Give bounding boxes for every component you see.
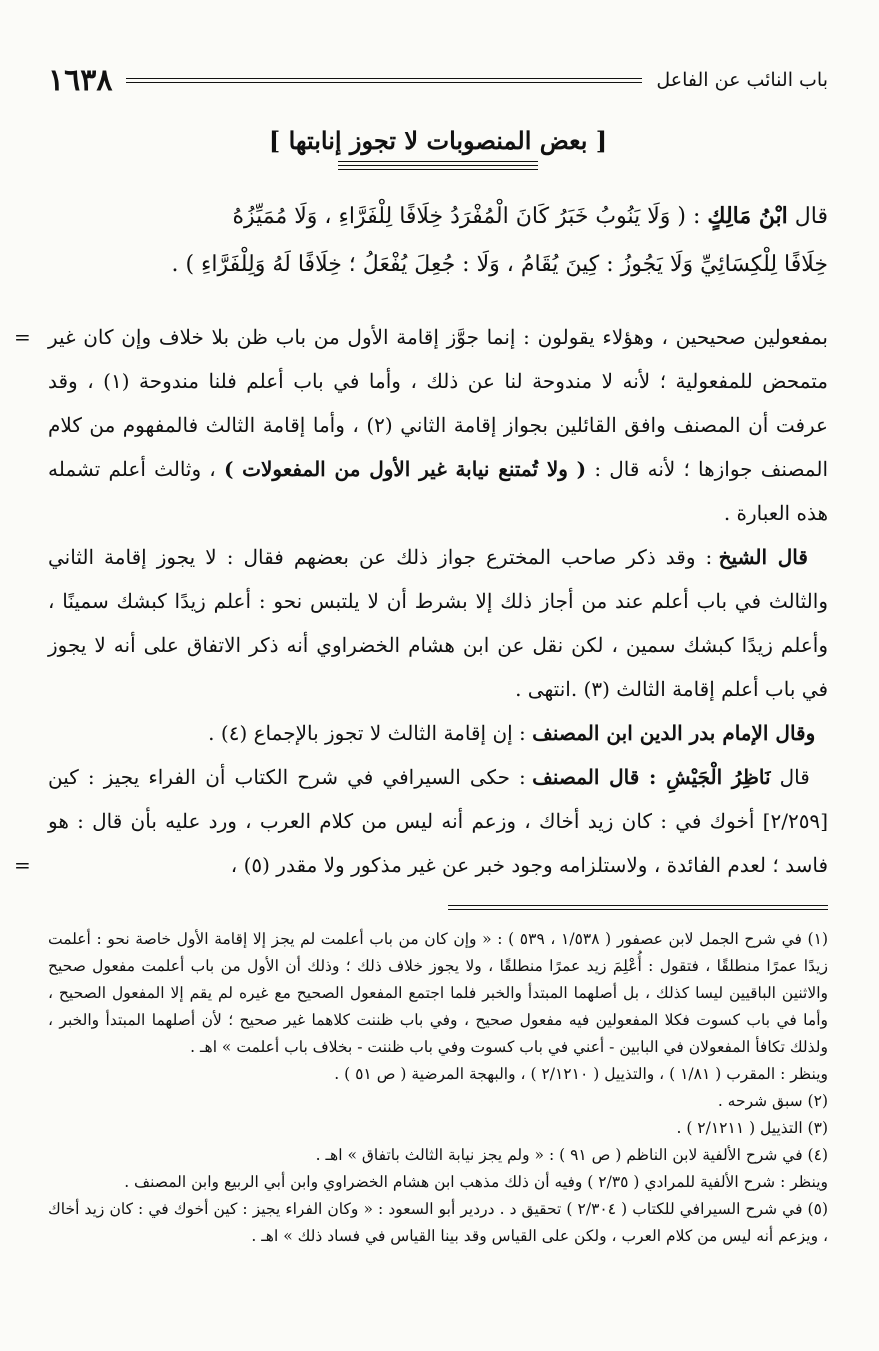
book-page	[14, 56, 829, 1250]
p3-text: : إن إقامة الثالث لا تجوز بالإجماع (٤) .	[208, 721, 533, 745]
paragraph-1	[48, 315, 828, 535]
chapter-title: باب النائب عن الفاعل	[656, 69, 828, 91]
p3-lead: وقال الإمام بدر الدين ابن المصنف	[532, 721, 816, 745]
footnote-2: (٢) سبق شرحه .	[717, 1092, 828, 1110]
footnote-1-see: وينظر : المقرب ( ١/٨١ ) ، والتذييل ( ٢/١٢١٠ ) ، والبهجة المرضية ( ص ٥١ ) .	[334, 1065, 828, 1083]
paragraph-4	[48, 755, 828, 887]
paragraph-2	[48, 535, 828, 711]
matn-line1-text: : ( وَلَا يَنُوبُ خَبَرُ كَانَ الْمُفْرَدُ خِلَافًا لِلْفَرَّاءِ ، وَلَا مُمَيِّزُهُ	[232, 204, 701, 229]
p1-quote: ( ولا تُمتنع نيابة غير الأول من المفعولات )	[223, 457, 587, 481]
matn-author: ابْنُ مَالِكٍ	[707, 203, 788, 229]
footnote-1: (١) في شرح الجمل لابن عصفور ( ١/٥٣٨ ، ٥٣٩ ) : « وإن كان من باب أعلمت لم يجز إلا إقامة الأول خاصة نحو : أعلمت زيدًا عمرًا منطلقًا ، فتقول : أُعْلِمَ زيد عمرًا منطلقًا ، ولا يجوز خلاف ذلك ؛ وذلك أن الأول من باب أعلمت مفعول صحيح والاثنين الباقيين ليسا كذلك ، بل أصلهما المبتدأ والخبر فلما اجتمع المفعول الصحيح مع غيره لم يقم إلا المفعول الصحيح ، وأما في باب كسوت فكلا المفعولين فيه مفعول صحيح ، وفي باب ظننت كلاهما غير صحيح ؛ لأن أصلهما المبتدأ والخبر ، ولذلك تكافأ المفعولان في البابين - أعني في باب كسوت وفي باب ظننت - بخلاف باب أعلمت » اهـ .	[48, 930, 828, 1056]
footnote-4: (٤) في شرح الألفية لابن الناظم ( ص ٩١ ) : « ولم يجز نيابة الثالث باتفاق » اهـ .	[315, 1146, 828, 1164]
p2-text: : وقد ذكر صاحب المخترع جواز ذلك عن بعضهم فقال : لا يجوز إقامة الثاني والثالث في باب أعلم عند من أجاز ذلك إلا بشرط أن لا يلتبس نحو : أعلم زيدًا كبشك سمينًا ، وأعلم زيدًا كبشك سمين ، لكن نقل عن ابن هشام الخضراوي أنه ذكر الاتفاق على أنه لا يجوز في باب أعلم إقامة الثالث (٣) .انتهى .	[48, 545, 828, 701]
matn-line-1	[48, 192, 828, 241]
p1-text-a: بمفعولين صحيحين ، وهؤلاء يقولون : إنما جوَّز إقامة الأول من باب ظن بلا خلاف وإن كان غير متمحض للمفعولية ؛ لأنه لا مندوحة لنا عن ذلك ، وأما في باب أعلم فلنا مندوحة (١) ، وقد عرفت أن المصنف وافق القائلين بجواز إقامة الثاني (٢) ، وأما إقامة الثالث فالمفهوم من كلام المصنف جوازها ؛ لأنه قال :	[48, 325, 829, 481]
p4-author: نَاظِرُ الْجَيْشِ	[666, 765, 771, 789]
footnotes	[48, 926, 828, 1250]
running-header	[48, 56, 828, 104]
footnote-3: (٣) التذييل ( ٢/١٢١١ ) .	[676, 1119, 828, 1137]
matn-text	[48, 192, 828, 289]
footnote-4-see: وينظر : شرح الألفية للمرادي ( ٢/٣٥ ) وفيه أن ذلك مذهب ابن هشام الخضراوي وابن أبي الربيع وابن المصنف .	[124, 1173, 828, 1191]
footnote-separator	[448, 905, 828, 910]
p4-intro: قال	[770, 765, 810, 789]
footnote-5: (٥) في شرح السيرافي للكتاب ( ٢/٣٠٤ ) تحقيق د . دردير أبو السعود : « وكان الفراء يجيز : كين أخوك في : كان زيد أخاك ، ويزعم أنه ليس من كلام العرب ، ولكن على القياس وقد بينا القياس في فساد ذلك » اهـ .	[48, 1200, 828, 1245]
title-underline	[338, 161, 538, 170]
p4-lead: : قال المصنف	[532, 765, 667, 789]
p4-text: : حكى السيرافي في شرح الكتاب أن الفراء يجيز : كين [٢/٢٥٩] أخوك في : كان زيد أخاك ، وزعم أنه ليس من كلام العرب ، ورد عليه بأن قال : هو فاسد ؛ لعدم الفائدة ، ولاستلزامه وجود خبر عن غير مذكور ولا مقدر (٥) ،	[48, 765, 828, 877]
section-title: [ بعض المنصوبات لا تجوز إنابتها ]	[268, 126, 608, 155]
header-rule	[126, 78, 642, 83]
continuation-mark-end: =	[14, 853, 31, 877]
matn-line-2: خِلَافًا لِلْكِسَائِيِّ وَلَا يَجُوزُ : كِينَ يُقَامُ ، وَلَا : جُعِلَ يُفْعَلُ ؛ خِلَافًا لَهُ وَلِلْفَرَّاءِ ) .	[171, 252, 828, 277]
commentary-text	[14, 315, 829, 887]
paragraph-3	[48, 711, 828, 755]
continuation-mark-start: =	[14, 325, 31, 349]
p1-text-b: ، وثالث أعلم تشمله هذه العبارة .	[48, 457, 828, 525]
p2-lead: قال الشيخ	[718, 545, 808, 569]
page-number: ١٦٣٨	[48, 62, 113, 98]
matn-intro: قال	[787, 204, 828, 229]
